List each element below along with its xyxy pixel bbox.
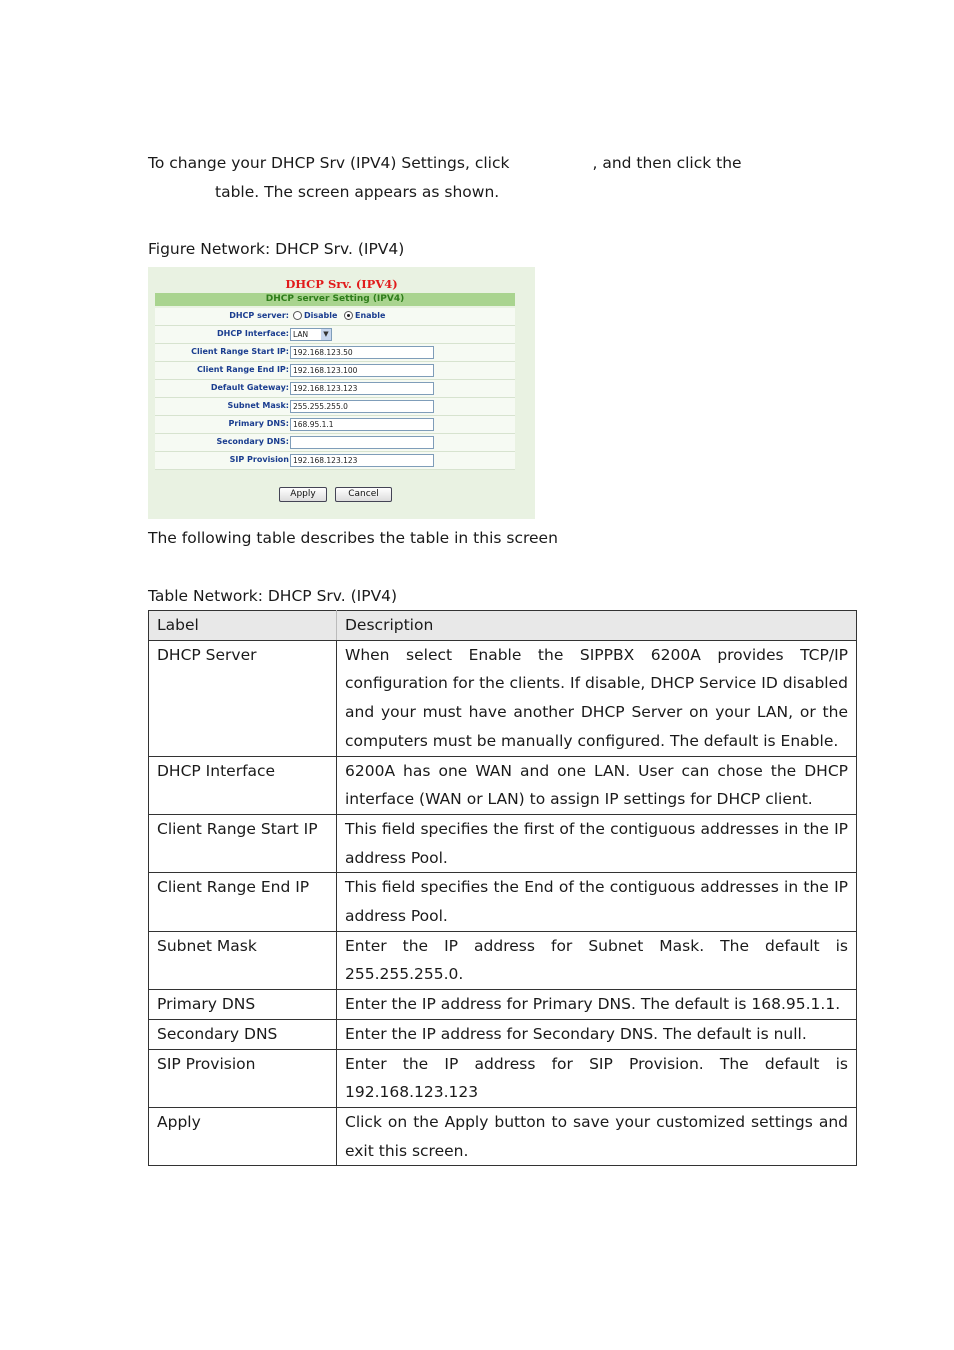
- table-header-row: [149, 611, 857, 641]
- dhcp-interface-select[interactable]: [290, 328, 332, 341]
- row-label: Client Range End IP: [149, 873, 337, 931]
- row-description: Enter the IP address for Secondary DNS. The default is null.: [337, 1019, 857, 1049]
- end-ip-row: [155, 362, 515, 380]
- table-row: [149, 931, 857, 989]
- secondary-dns-input[interactable]: [290, 436, 434, 449]
- intro-line-2: table. The screen appears as shown.: [215, 183, 500, 201]
- dhcp-server-label: DHCP server:: [229, 311, 289, 320]
- sip-provision-label: SIP Provision: [229, 455, 289, 464]
- table-caption: Table Network: DHCP Srv. (IPV4): [148, 587, 398, 605]
- subnet-mask-label: Subnet Mask:: [227, 401, 289, 410]
- header-label: Label: [149, 611, 337, 641]
- row-label: Client Range Start IP: [149, 814, 337, 872]
- dhcp-server-row: [155, 308, 515, 326]
- table-row: [149, 990, 857, 1020]
- gateway-row: [155, 380, 515, 398]
- disable-label: Disable: [304, 311, 338, 320]
- secondary-dns-label: Secondary DNS:: [216, 437, 289, 446]
- sip-provision-input[interactable]: 192.168.123.123: [290, 454, 434, 467]
- table-row: [149, 1107, 857, 1165]
- row-description: Enter the IP address for Primary DNS. The default is 168.95.1.1.: [337, 990, 857, 1020]
- enable-label: Enable: [355, 311, 386, 320]
- row-description: Enter the IP address for SIP Provision. The default is 192.168.123.123: [337, 1049, 857, 1107]
- dhcp-interface-row: [155, 326, 515, 344]
- secondary-dns-row: [155, 434, 515, 452]
- figure-caption: Figure Network: DHCP Srv. (IPV4): [148, 240, 405, 258]
- table-row: [149, 1049, 857, 1107]
- cancel-button[interactable]: Cancel: [335, 487, 392, 502]
- table-row: [149, 814, 857, 872]
- row-label: DHCP Server: [149, 640, 337, 756]
- row-label: Secondary DNS: [149, 1019, 337, 1049]
- end-ip-label: Client Range End IP:: [197, 365, 289, 374]
- table-row: [149, 1019, 857, 1049]
- primary-dns-input[interactable]: 168.95.1.1: [290, 418, 434, 431]
- screenshot-subtitle: DHCP server Setting (IPV4): [155, 293, 515, 306]
- row-label: SIP Provision: [149, 1049, 337, 1107]
- row-label: DHCP Interface: [149, 756, 337, 814]
- row-label: Apply: [149, 1107, 337, 1165]
- dhcp-interface-label: DHCP Interface:: [217, 329, 289, 338]
- table-row: [149, 873, 857, 931]
- primary-dns-row: [155, 416, 515, 434]
- intro-text-a: To change your DHCP Srv (IPV4) Settings, click: [148, 154, 510, 172]
- row-label: Subnet Mask: [149, 931, 337, 989]
- table-row: [149, 640, 857, 756]
- subnet-mask-row: [155, 398, 515, 416]
- intro-text-b: , and then click the: [592, 154, 742, 172]
- description-table: [148, 610, 857, 1166]
- intro-line-1: [148, 153, 742, 173]
- start-ip-input[interactable]: 192.168.123.50: [290, 346, 434, 359]
- chevron-down-icon: ▼: [321, 329, 331, 340]
- start-ip-row: [155, 344, 515, 362]
- enable-radio[interactable]: [344, 311, 353, 320]
- dhcp-interface-value: LAN: [293, 330, 309, 339]
- row-description: 6200A has one WAN and one LAN. User can chose the DHCP interface (WAN or LAN) to assign IP settings for DHCP client.: [337, 756, 857, 814]
- start-ip-label: Client Range Start IP:: [191, 347, 289, 356]
- row-label: Primary DNS: [149, 990, 337, 1020]
- subnet-mask-input[interactable]: 255.255.255.0: [290, 400, 434, 413]
- sip-provision-row: [155, 452, 515, 470]
- disable-radio[interactable]: [293, 311, 302, 320]
- header-description: Description: [337, 611, 857, 641]
- dhcp-settings-screenshot: [148, 267, 535, 519]
- row-description: Click on the Apply button to save your customized settings and exit this screen.: [337, 1107, 857, 1165]
- following-text: The following table describes the table in this screen: [148, 529, 558, 547]
- table-row: [149, 756, 857, 814]
- gateway-label: Default Gateway:: [210, 383, 289, 392]
- end-ip-input[interactable]: 192.168.123.100: [290, 364, 434, 377]
- gateway-input[interactable]: 192.168.123.123: [290, 382, 434, 395]
- screenshot-title: DHCP Srv. (IPV4): [285, 277, 398, 291]
- primary-dns-label: Primary DNS:: [228, 419, 289, 428]
- apply-button[interactable]: Apply: [279, 487, 327, 502]
- row-description: This field specifies the End of the contiguous addresses in the IP address Pool.: [337, 873, 857, 931]
- row-description: When select Enable the SIPPBX 6200A provides TCP/IP configuration for the clients. If disable, DHCP Service ID disabled and your must have another DHCP Server on your LAN, or the computers must be manually configured. The default is Enable.: [337, 640, 857, 756]
- row-description: This field specifies the first of the contiguous addresses in the IP address Pool.: [337, 814, 857, 872]
- row-description: Enter the IP address for Subnet Mask. The default is 255.255.255.0.: [337, 931, 857, 989]
